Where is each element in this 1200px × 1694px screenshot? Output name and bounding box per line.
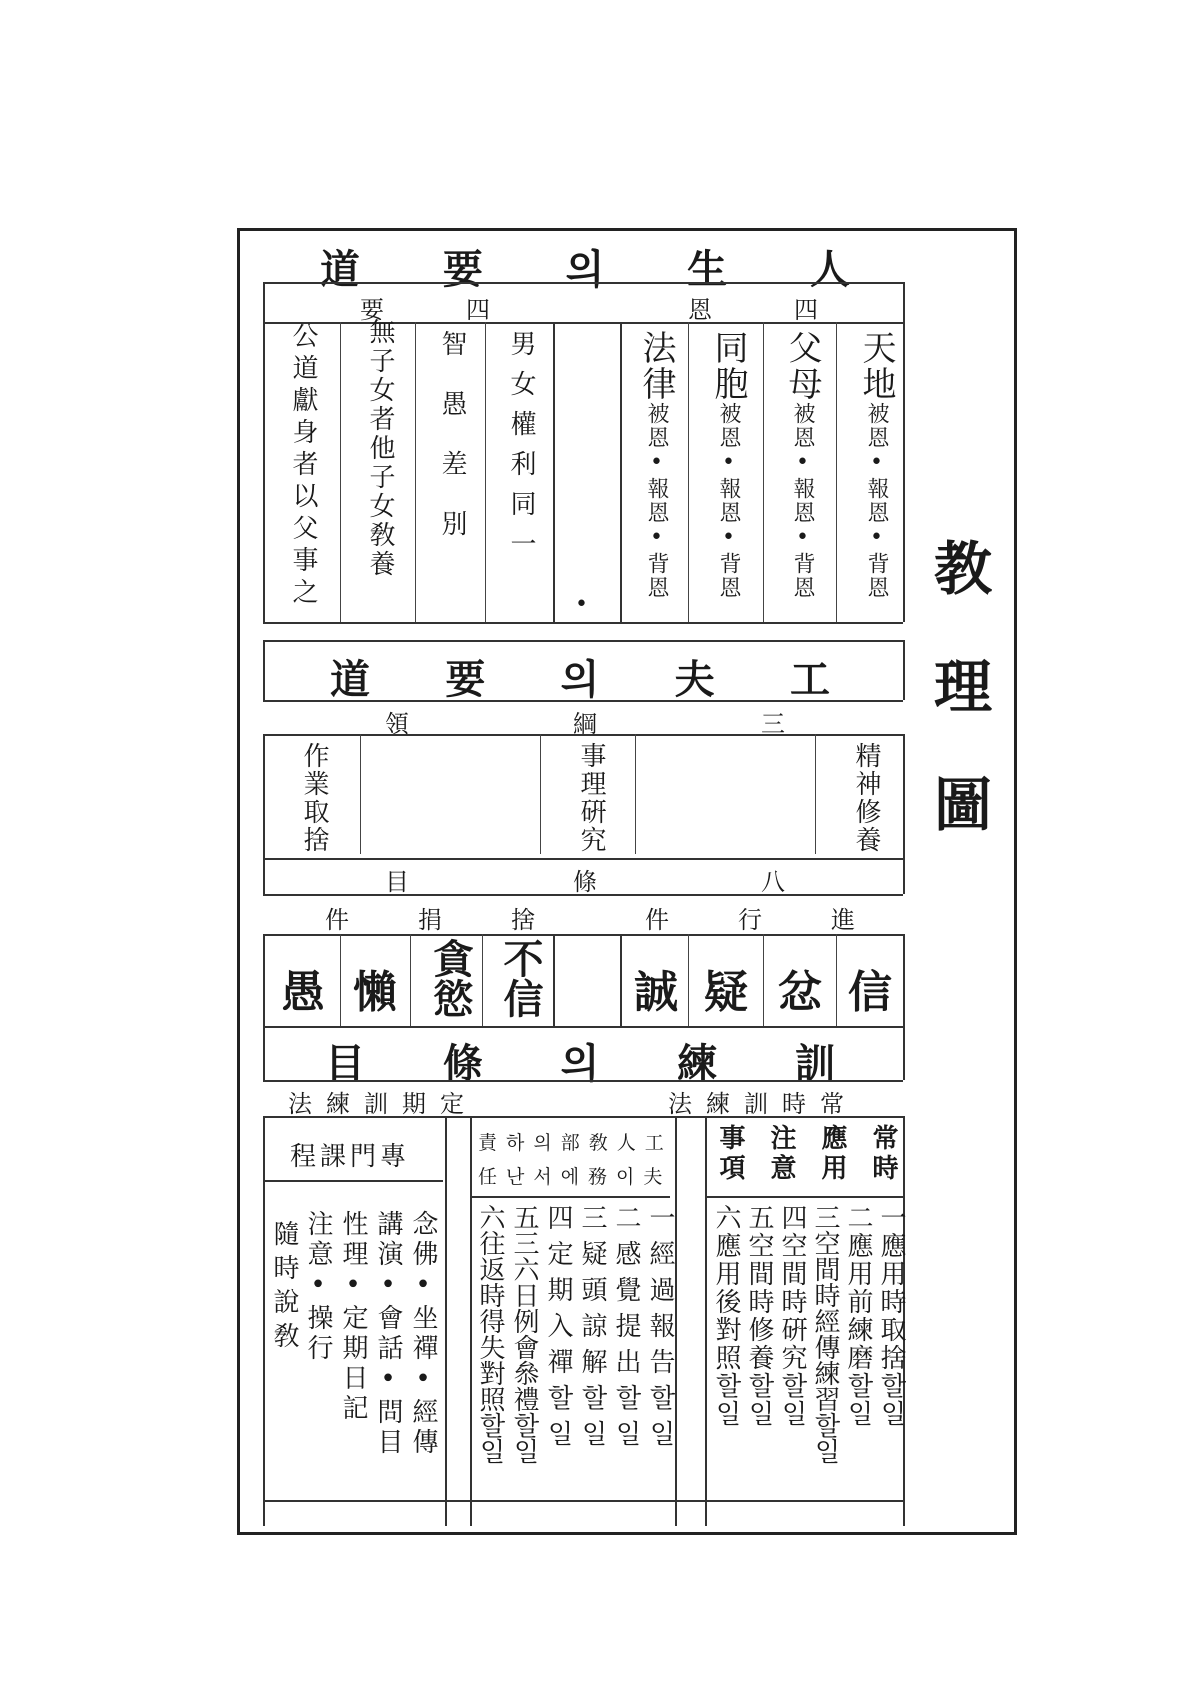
- practice-title-char: 夫: [674, 656, 715, 703]
- periodic-head: 專門課程: [290, 1142, 411, 1172]
- practice-title-char: 의: [560, 656, 600, 703]
- grace-cell: [852, 330, 901, 620]
- practice-title-char: 要: [445, 656, 486, 703]
- label-char: 進: [831, 906, 855, 934]
- practice-title-char: 道: [330, 656, 370, 703]
- label-char: 四: [466, 296, 490, 324]
- grace-name: 法律: [636, 330, 676, 402]
- constant-a-head: [712, 1124, 902, 1184]
- advance-item: 誠: [634, 967, 678, 1018]
- label-char: 要: [360, 296, 384, 324]
- grace-cell: [632, 330, 681, 620]
- discard-item: 不信: [497, 938, 544, 1018]
- label-char: 件: [645, 906, 669, 934]
- periodic-item: 注意•操行: [303, 1210, 333, 1364]
- principle-item: 事理硏究: [576, 742, 606, 854]
- advance-item: 疑: [704, 967, 748, 1018]
- label-char: 捨: [511, 906, 535, 934]
- grace-detail: 被恩•報恩•背恩: [790, 402, 815, 600]
- grace-cell: [778, 330, 827, 620]
- label-char: 綱: [573, 710, 597, 738]
- life-title-char: 道: [320, 246, 360, 293]
- life-title-char: 人: [809, 246, 850, 293]
- constant-a-item: 一應用時取捨할일: [876, 1204, 906, 1428]
- grace-detail: 被恩•報恩•背恩: [644, 402, 669, 600]
- constant-b-item: 四定期入禪할일: [543, 1204, 573, 1456]
- training-title-char: 目: [325, 1040, 365, 1087]
- constant-a-item: 四空間時硏究할일: [777, 1204, 807, 1428]
- practice-title-char: 工: [789, 656, 830, 703]
- grace-cell: [704, 330, 753, 620]
- discard-item: 懶: [353, 967, 397, 1018]
- constant-b-item: 五三六日例會叅禮할일: [509, 1204, 539, 1464]
- main-title-char: 理: [933, 653, 992, 721]
- advance-label: [645, 900, 855, 935]
- grace-name: 父母: [782, 330, 822, 402]
- eight-articles-label: [385, 862, 785, 897]
- four-grace-label: [688, 290, 818, 325]
- head-word: 事項: [715, 1124, 745, 1184]
- periodic-item: 念佛•坐禪•經傳: [408, 1210, 438, 1458]
- label-char: 恩: [688, 296, 712, 324]
- training-title-char: 條: [442, 1040, 483, 1087]
- label-char: 領: [385, 710, 409, 738]
- advance-item: 信: [848, 967, 892, 1018]
- periodic-item: 講演•會話•問目: [373, 1210, 403, 1458]
- training-title-char: 練: [677, 1040, 718, 1087]
- periodic-item: 隨時說敎: [269, 1220, 299, 1356]
- head-word: 注意: [766, 1124, 796, 1184]
- label-char: 件: [325, 906, 349, 934]
- discard-item: 愚: [281, 967, 325, 1018]
- main-title: [928, 535, 998, 839]
- grace-name: 天地: [856, 330, 896, 402]
- discard-item: 貪慾: [427, 938, 474, 1018]
- grace-detail: 被恩•報恩•背恩: [864, 402, 889, 600]
- requisite-cell: 男女權利同一: [506, 330, 536, 570]
- main-title-char: 圖: [933, 771, 992, 839]
- grace-name: 同胞: [708, 330, 748, 402]
- requisite-cell: 公道獻身者以父事之: [288, 322, 318, 610]
- requisite-cell: 無子女者他子女敎養: [365, 318, 395, 579]
- label-char: 條: [573, 868, 597, 896]
- life-title-char: 의: [565, 246, 605, 293]
- separator-dot: •: [575, 592, 588, 617]
- label-char: 目: [385, 868, 409, 896]
- label-char: 八: [761, 868, 785, 896]
- grace-detail: 被恩•報恩•背恩: [716, 402, 741, 600]
- advance-item: 忿: [778, 967, 822, 1018]
- head-word: 常時: [868, 1124, 898, 1184]
- main-title-char: 教: [933, 535, 992, 603]
- discard-label: [325, 900, 535, 935]
- constant-b-head-2: 夫이務에서난任: [478, 1166, 672, 1188]
- practice-title: [330, 648, 830, 705]
- constant-a-item: 二應用前練磨할일: [843, 1204, 873, 1428]
- label-char: 四: [794, 296, 818, 324]
- constant-b-item: 一經過報告할일: [645, 1204, 675, 1456]
- constant-b-item: 三疑頭諒解할일: [577, 1204, 607, 1456]
- label-char: 行: [738, 906, 762, 934]
- label-char: 三: [761, 710, 785, 738]
- label-char: 捐: [418, 906, 442, 934]
- principle-item: 精神修養: [851, 742, 881, 854]
- constant-a-item: 五空間時修養할일: [744, 1204, 774, 1428]
- constant-a-item: 六應用後對照할일: [711, 1204, 741, 1428]
- requisite-cell: 智愚差別: [437, 330, 467, 570]
- constant-b-item: 六往返時得失對照할일: [475, 1204, 505, 1464]
- principle-item: 作業取捨: [299, 742, 329, 854]
- constant-training-label: 常時訓練法: [668, 1090, 858, 1118]
- constant-a-item: 三空間時經傳練習할일: [810, 1204, 840, 1464]
- head-word: 應用: [817, 1124, 847, 1184]
- periodic-training-label: 定期訓練法: [288, 1090, 478, 1118]
- training-title-char: 의: [560, 1040, 600, 1087]
- periodic-item: 性理•定期日記: [338, 1210, 368, 1424]
- life-title-char: 生: [687, 246, 728, 293]
- life-title: [320, 238, 850, 295]
- life-title-char: 要: [442, 246, 483, 293]
- training-title-char: 訓: [794, 1040, 835, 1087]
- constant-b-head-1: 工人敎部의하責: [478, 1132, 673, 1154]
- constant-b-item: 二感覺提出할일: [611, 1204, 641, 1456]
